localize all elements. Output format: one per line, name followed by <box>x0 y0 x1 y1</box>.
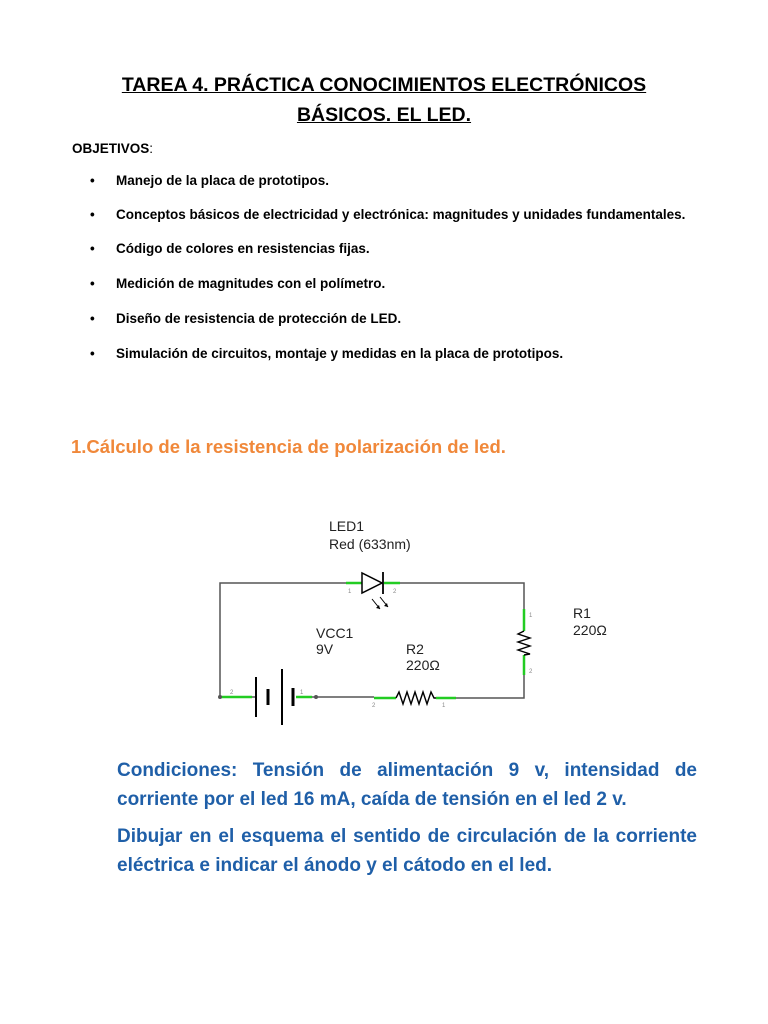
document-title-line-1: TAREA 4. PRÁCTICA CONOCIMIENTOS ELECTRÓNICOS <box>121 74 647 96</box>
led-diode-triangle <box>362 573 382 593</box>
pin-number-labels <box>230 589 533 709</box>
instructions-paragraph: Dibujar en el esquema el sentido de circulación de la corriente eléctrica e indicar el ánodo y el cátodo en el led. <box>117 826 697 876</box>
wire-top-right <box>400 583 524 609</box>
r1-value-label: 220Ω <box>573 622 607 638</box>
pin-number: 1 <box>300 690 304 696</box>
pin-number: 2 <box>393 589 397 595</box>
objectives-heading-text: OBJETIVOS <box>72 141 150 156</box>
objectives-heading <box>72 141 153 156</box>
pin-number: 2 <box>372 703 376 709</box>
conditions-paragraph: Condiciones: Tensión de alimentación 9 v, intensidad de corriente por el led 16 mA, caída de tensión en el led 2 v. <box>117 760 697 810</box>
objective-item: • Diseño de resistencia de protección de LED. <box>72 308 696 329</box>
r2-value-label: 220Ω <box>406 657 440 673</box>
source-value-label: 9V <box>316 641 334 657</box>
circuit-pins <box>220 583 524 698</box>
objective-item: • Simulación de circuitos, montaje y medidas en la placa de prototipos. <box>72 343 696 364</box>
pin-number: 1 <box>442 703 446 709</box>
led-emission-arrowhead-1 <box>376 605 380 609</box>
led-emission-arrowhead-2 <box>384 603 388 607</box>
led-value-label: Red (633nm) <box>329 536 411 552</box>
circuit-wires <box>220 583 524 698</box>
circuit-diagram <box>196 505 607 745</box>
node-dot <box>314 695 318 699</box>
wire-right-bottom <box>456 675 524 698</box>
led-name-label: LED1 <box>329 518 365 534</box>
r2-name-label: R2 <box>406 641 424 657</box>
pin-number: 1 <box>529 613 533 619</box>
objectives-list <box>72 170 696 364</box>
document-title-line-2: BÁSICOS. EL LED. <box>296 104 472 126</box>
resistor-r1-symbol <box>518 631 530 655</box>
pin-number: 2 <box>230 690 234 696</box>
source-name-label: VCC1 <box>316 625 354 641</box>
pin-number: 2 <box>529 669 533 675</box>
objective-item: • Manejo de la placa de prototipos. <box>72 170 696 191</box>
battery-symbol <box>256 669 293 725</box>
objective-item: • Medición de magnitudes con el polímetro. <box>72 273 696 294</box>
resistor-r2-symbol <box>396 692 436 704</box>
objective-item: • Código de colores en resistencias fijas. <box>72 238 696 259</box>
objective-item: • Conceptos básicos de electricidad y electrónica: magnitudes y unidades fundamentales. <box>72 204 696 225</box>
node-dot <box>218 695 222 699</box>
pin-number: 1 <box>348 589 352 595</box>
r1-name-label: R1 <box>573 605 591 621</box>
section-heading-1: 1.Cálculo de la resistencia de polarización de led. <box>71 436 506 457</box>
led-symbol <box>362 572 388 609</box>
objectives-heading-colon: : <box>149 141 154 156</box>
